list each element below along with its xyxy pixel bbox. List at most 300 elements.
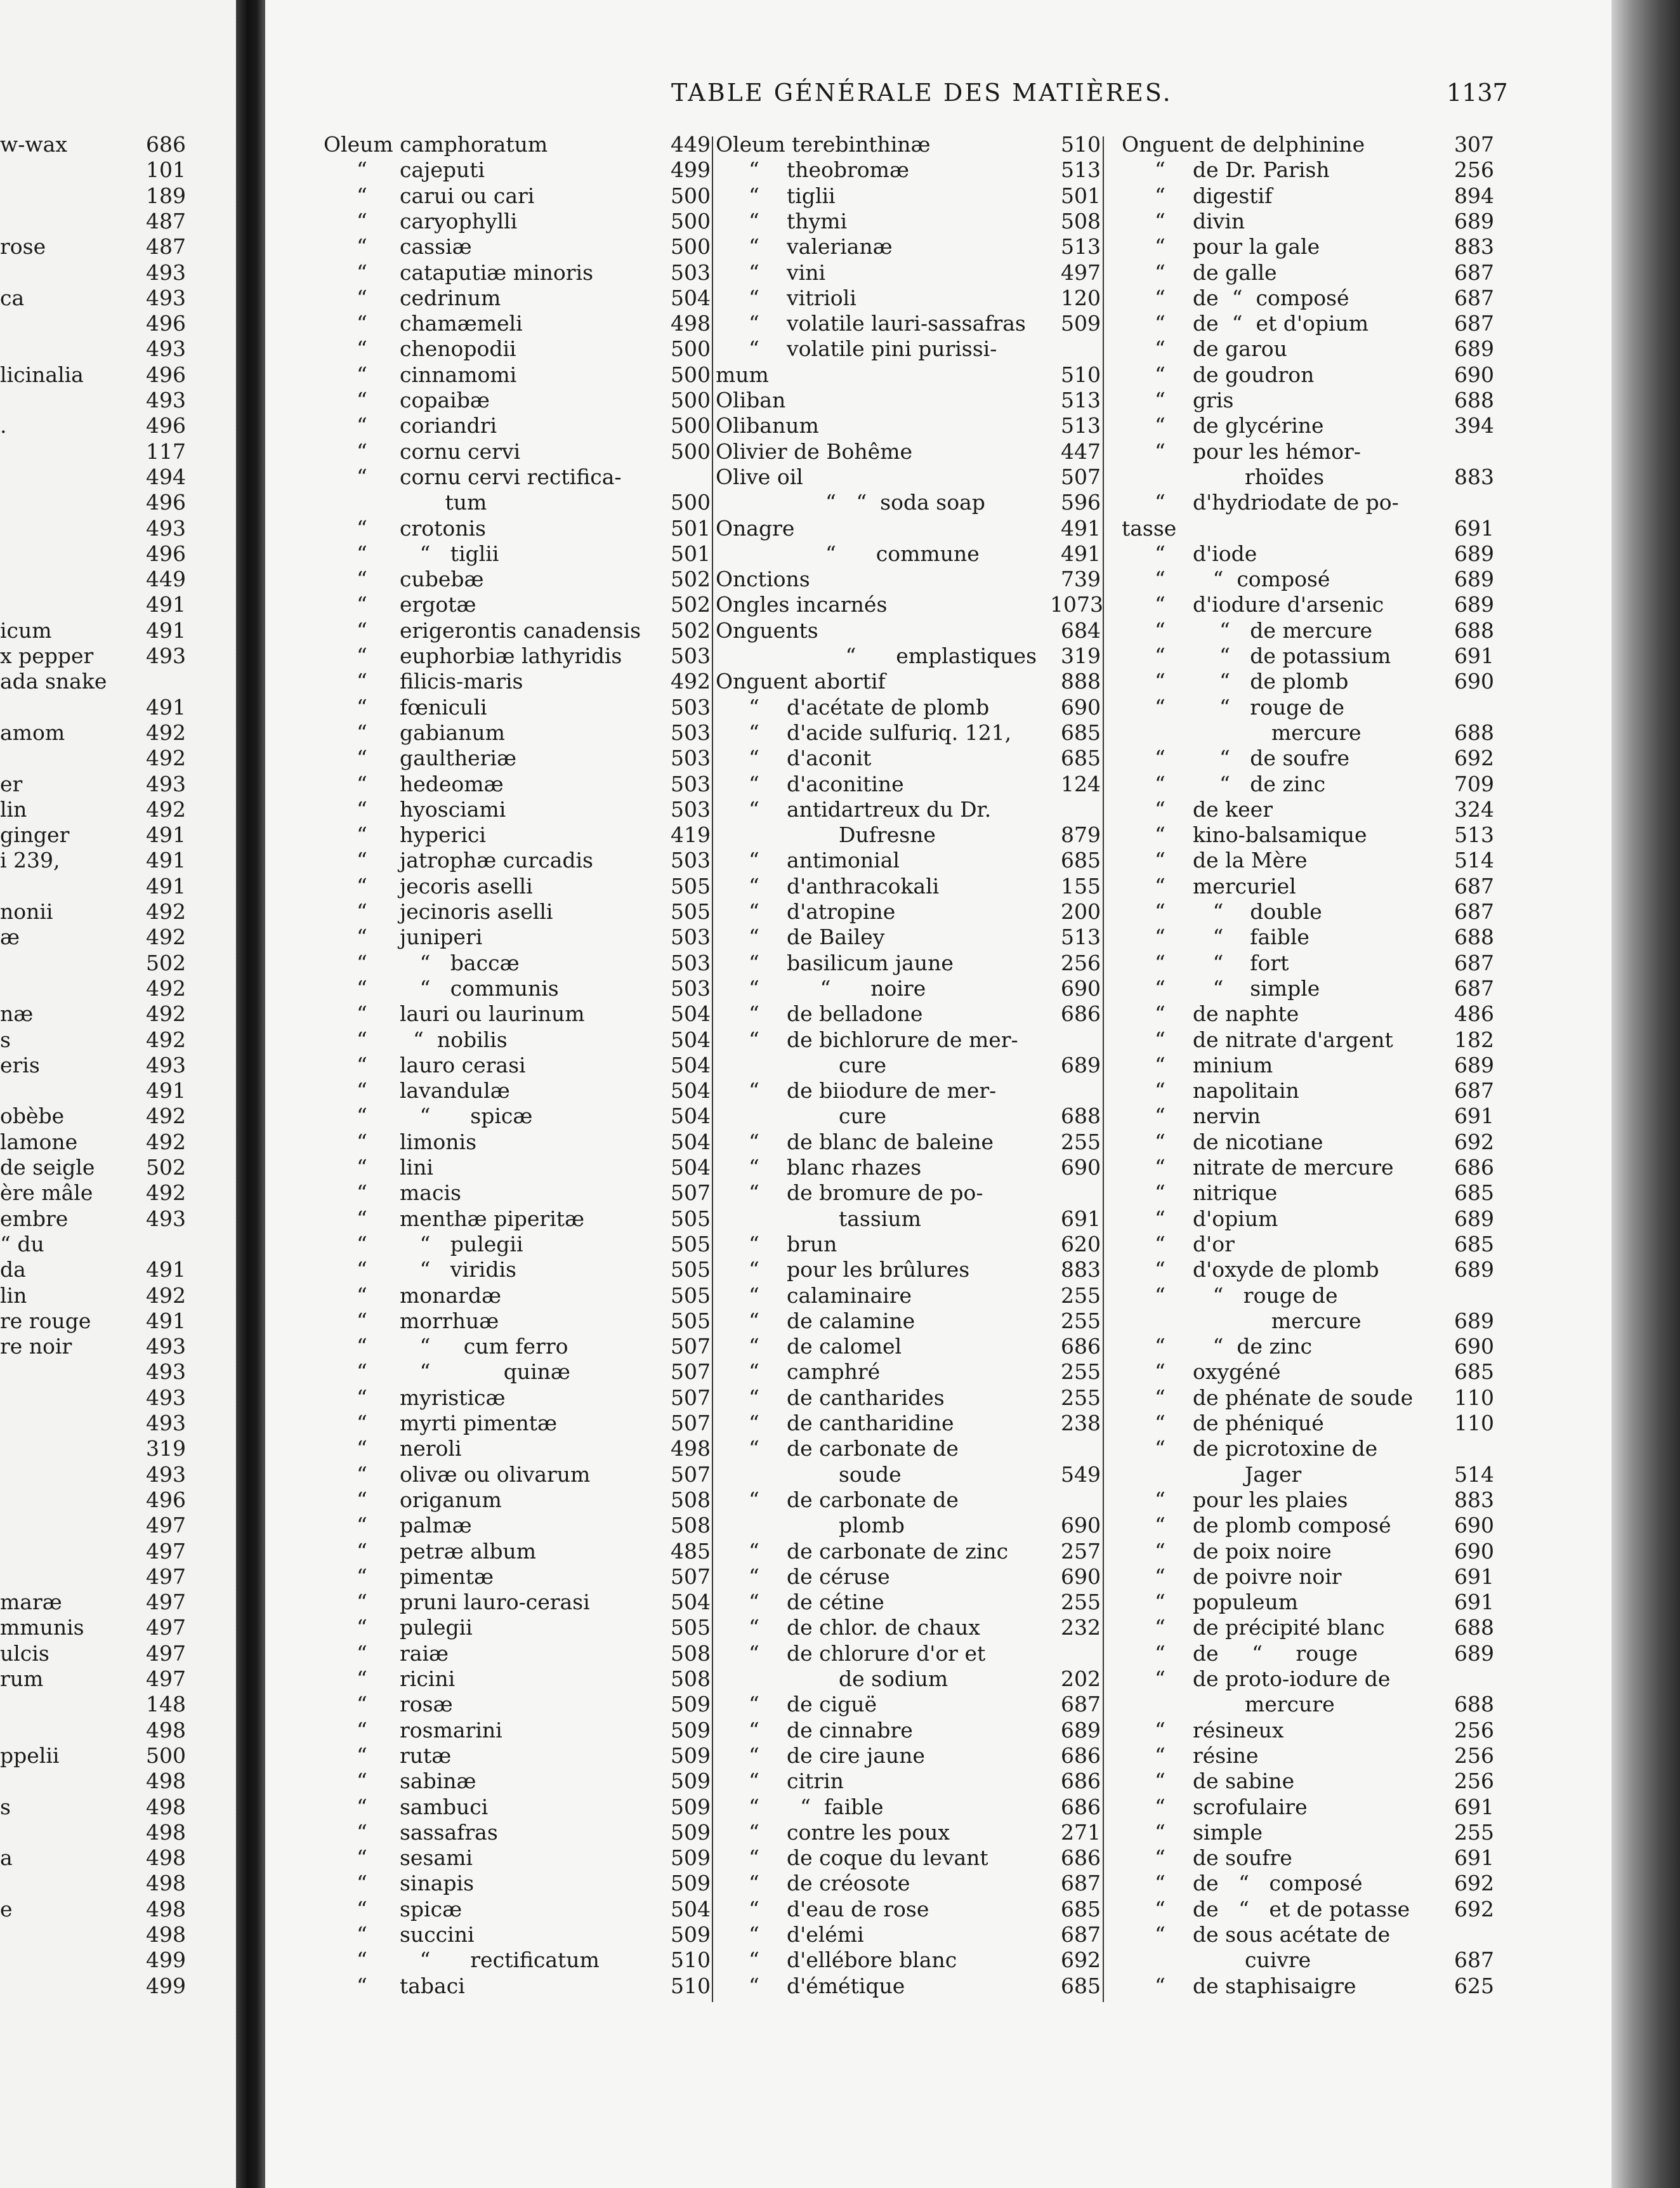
left-fragment-page: 487 [146, 234, 186, 260]
entry-term: copaibæ [400, 388, 490, 412]
ditto-mark: “ [1155, 1564, 1165, 1589]
entry-page-number: 491 [1061, 541, 1101, 566]
entry-term: “ de mercure [1193, 617, 1373, 643]
left-fragment-page: 493 [146, 771, 186, 796]
ditto-mark: “ [1155, 796, 1165, 822]
entry-page-number: 687 [1454, 975, 1494, 1001]
entry-page-number: 510 [1061, 132, 1101, 157]
ditto-mark: “ [749, 899, 759, 924]
ditto-mark: “ [357, 567, 367, 592]
entry-page-number: 509 [671, 1871, 711, 1896]
left-fragment-page: 189 [146, 183, 186, 208]
index-entry [0, 1897, 1611, 1922]
entry-page-number: 883 [1061, 1257, 1101, 1282]
ditto-mark: “ [357, 260, 367, 285]
index-entry [0, 899, 1611, 925]
ditto-mark: “ [749, 1359, 759, 1385]
entry-page-number: 502 [671, 617, 711, 643]
ditto-mark: “ [1155, 1436, 1165, 1461]
entry-page-number: 503 [671, 260, 711, 285]
entry-term: cataputiæ minoris [400, 260, 594, 285]
entry-page-number: 687 [1454, 1078, 1494, 1104]
entry-page-number: 894 [1454, 183, 1494, 208]
ditto-mark: “ [357, 1922, 367, 1947]
index-entry [0, 286, 1611, 311]
entry-page-number: 501 [671, 515, 711, 541]
index-entry [0, 209, 1611, 234]
entry-term: plomb [812, 1513, 905, 1538]
ditto-mark: “ [1155, 567, 1165, 592]
entry-page-number: 508 [671, 1666, 711, 1691]
entry-term: de calamine [787, 1308, 915, 1333]
entry-term: Olive oil [716, 464, 803, 489]
entry-term: sabinæ [400, 1769, 476, 1794]
entry-page-number: 500 [671, 336, 711, 362]
ditto-mark: “ [749, 1922, 759, 1947]
left-fragment-text: ada snake [0, 669, 107, 694]
entry-term: sesami [400, 1845, 473, 1871]
entry-page-number: 687 [1454, 285, 1494, 310]
entry-term: de chlor. de chaux [787, 1615, 980, 1640]
entry-page-number: 691 [1454, 1845, 1494, 1871]
left-fragment-page: 498 [146, 1922, 186, 1947]
entry-term: neroli [400, 1436, 462, 1461]
entry-term: fœniculi [400, 694, 487, 720]
ditto-mark: “ [357, 1257, 367, 1282]
entry-term: de “ composé [1193, 1871, 1363, 1896]
entry-page-number: 687 [1454, 950, 1494, 975]
ditto-mark: “ [357, 669, 367, 694]
entry-term: “ de potassium [1193, 643, 1391, 668]
entry-term: résineux [1193, 1717, 1284, 1743]
ditto-mark: “ [357, 975, 367, 1001]
entry-page-number: 500 [671, 234, 711, 260]
entry-page-number: 120 [1061, 285, 1101, 310]
entry-term: de “ rouge [1193, 1640, 1358, 1666]
ditto-mark: “ [357, 541, 367, 566]
left-fragment-page: 493 [146, 515, 186, 541]
index-entry [0, 1743, 1611, 1769]
entry-term: tabaci [400, 1973, 465, 1998]
entry-page-number: 257 [1061, 1538, 1101, 1564]
entry-page-number: 508 [671, 1640, 711, 1666]
entry-term: de créosote [787, 1871, 910, 1896]
entry-term: volatile pini purissi- [787, 336, 997, 362]
left-fragment-text: maræ [0, 1590, 62, 1615]
ditto-mark: “ [749, 1180, 759, 1206]
ditto-mark: “ [1155, 1001, 1165, 1027]
entry-term: d'aconitine [787, 771, 904, 796]
entry-term: mum [716, 362, 769, 387]
entry-term: volatile lauri-sassafras [787, 311, 1026, 336]
ditto-mark: “ [357, 1206, 367, 1231]
index-entry [0, 1795, 1611, 1820]
entry-page-number: 691 [1454, 1564, 1494, 1589]
entry-term: brun [787, 1231, 837, 1256]
left-fragment-page: 493 [146, 260, 186, 285]
entry-term: cinnamomi [400, 362, 517, 387]
entry-page-number: 504 [671, 1104, 711, 1129]
ditto-mark: “ [749, 157, 759, 183]
left-fragment-page: 497 [146, 1513, 186, 1538]
ditto-mark: “ [357, 1308, 367, 1333]
ditto-mark: “ [357, 1334, 367, 1359]
ditto-mark: “ [1155, 1104, 1165, 1129]
entry-term: d'anthracokali [787, 873, 940, 899]
entry-term: jecoris aselli [400, 873, 533, 899]
entry-page-number: 692 [1454, 1896, 1494, 1921]
entry-page-number: 256 [1454, 1769, 1494, 1794]
entry-page-number: 504 [671, 1027, 711, 1052]
entry-page-number: 502 [671, 592, 711, 617]
left-fragment-page: 491 [146, 848, 186, 873]
entry-page-number: 692 [1454, 1129, 1494, 1154]
entry-term: “ de plomb [1193, 669, 1349, 694]
entry-term: de proto-iodure de [1193, 1666, 1391, 1691]
entry-term: de carbonate de [787, 1436, 959, 1461]
left-fragment-page: 492 [146, 899, 186, 924]
ditto-mark: “ [357, 438, 367, 464]
index-entry [0, 1436, 1611, 1461]
index-entry [0, 746, 1611, 771]
entry-page-number: 503 [671, 720, 711, 745]
entry-page-number: 888 [1061, 669, 1101, 694]
entry-page-number: 686 [1061, 1001, 1101, 1027]
left-fragment-page: 497 [146, 1538, 186, 1564]
entry-term: petræ album [400, 1538, 537, 1564]
entry-page-number: 238 [1061, 1411, 1101, 1435]
entry-term: cornu cervi [400, 438, 521, 464]
index-entry [0, 925, 1611, 950]
ditto-mark: “ [357, 1104, 367, 1129]
entry-term: macis [400, 1180, 461, 1206]
entry-term: camphré [787, 1359, 881, 1385]
entry-term: de goudron [1193, 362, 1315, 387]
ditto-mark: “ [749, 1743, 759, 1768]
entry-page-number: 509 [671, 1692, 711, 1717]
index-entry [0, 439, 1611, 465]
ditto-mark: “ [357, 1538, 367, 1564]
ditto-mark: “ [357, 720, 367, 745]
entry-term: napolitain [1193, 1078, 1299, 1104]
entry-page-number: 514 [1454, 1461, 1494, 1487]
entry-page-number: 507 [671, 1180, 711, 1206]
left-fragment-text: w-wax [0, 132, 67, 157]
index-entry [0, 618, 1611, 643]
entry-page-number: 509 [671, 1743, 711, 1768]
ditto-mark: “ [749, 1334, 759, 1359]
left-fragment-text: s [0, 1027, 11, 1052]
left-fragment-page: 496 [146, 413, 186, 438]
index-entry [0, 1947, 1611, 1973]
index-entry [0, 1564, 1611, 1590]
ditto-mark: “ [749, 925, 759, 950]
ditto-mark: “ [749, 694, 759, 720]
entry-term: de “ et de potasse [1193, 1896, 1410, 1921]
entry-page-number: 498 [671, 311, 711, 336]
ditto-mark: “ [357, 1180, 367, 1206]
entry-term: valerianæ [787, 234, 893, 260]
entry-page-number: 686 [1061, 1769, 1101, 1794]
left-fragment-page: 686 [146, 132, 186, 157]
entry-term: “ fort [1193, 950, 1289, 975]
entry-term: myrti pimentæ [400, 1411, 558, 1435]
ditto-mark: “ [357, 388, 367, 412]
entry-term: sambuci [400, 1794, 489, 1819]
entry-page-number: 690 [1061, 1564, 1101, 1589]
entry-page-number: 688 [1454, 1615, 1494, 1640]
index-entry [0, 1871, 1611, 1896]
index-entry [0, 388, 1611, 413]
left-fragment-page: 497 [146, 1666, 186, 1691]
left-fragment-page: 492 [146, 746, 186, 771]
ditto-mark: “ [357, 1896, 367, 1921]
entry-term: contre les poux [787, 1819, 950, 1845]
index-entry [0, 1001, 1611, 1027]
entry-page-number: 686 [1061, 1794, 1101, 1819]
index-entry [0, 1666, 1611, 1692]
entry-term: hyperici [400, 822, 486, 848]
entry-page-number: 256 [1061, 950, 1101, 975]
entry-page-number: 256 [1454, 157, 1494, 183]
index-entry [0, 592, 1611, 617]
ditto-mark: “ [749, 1487, 759, 1512]
entry-term: antimonial [787, 848, 900, 873]
entry-term: Onguents [716, 617, 818, 643]
entry-term: d'aconit [787, 746, 872, 771]
ditto-mark: “ [1155, 1896, 1165, 1921]
entry-page-number: 501 [671, 541, 711, 566]
entry-page-number: 485 [671, 1538, 711, 1564]
ditto-mark: “ [357, 1487, 367, 1512]
ditto-mark: “ [749, 1973, 759, 1998]
entry-term: Ongles incarnés [716, 592, 888, 617]
entry-term: Oleum terebinthinæ [716, 132, 931, 157]
entry-page-number: 497 [1061, 260, 1101, 285]
ditto-mark: “ [357, 1052, 367, 1078]
entry-term: cedrinum [400, 285, 501, 310]
left-fragment-page: 502 [146, 950, 186, 975]
entry-term: “ simple [1193, 975, 1320, 1001]
entry-page-number: 255 [1061, 1590, 1101, 1615]
ditto-mark: “ [1155, 669, 1165, 694]
entry-page-number: 503 [671, 746, 711, 771]
left-fragment-page: 499 [146, 1973, 186, 1998]
entry-term: pour les plaies [1193, 1487, 1348, 1512]
entry-page-number: 508 [671, 1513, 711, 1538]
entry-term: “ rouge de [1193, 1282, 1338, 1308]
entry-term: de carbonate de [787, 1487, 959, 1512]
ditto-mark: “ [357, 1027, 367, 1052]
ditto-mark: “ [1155, 413, 1165, 438]
left-fragment-page: 500 [146, 1743, 186, 1768]
entry-term: minium [1193, 1052, 1273, 1078]
entry-term: d'acide sulfuriq. 121, [787, 720, 1012, 745]
entry-term: de blanc de baleine [787, 1129, 994, 1154]
entry-term: raiæ [400, 1640, 449, 1666]
ditto-mark: “ [749, 1947, 759, 1973]
left-fragment-text: rum [0, 1666, 44, 1691]
entry-page-number: 883 [1454, 1487, 1494, 1512]
ditto-mark: “ [1155, 899, 1165, 924]
ditto-mark: “ [357, 1155, 367, 1180]
ditto-mark: “ [357, 1717, 367, 1743]
entry-term: pimentæ [400, 1564, 494, 1589]
ditto-mark: “ [1155, 1794, 1165, 1819]
index-entry [0, 1922, 1611, 1947]
entry-term: pulegii [400, 1615, 473, 1640]
entry-page-number: 319 [1061, 643, 1101, 668]
index-entry [0, 1130, 1611, 1155]
entry-page-number: 503 [671, 975, 711, 1001]
page-header-title: TABLE GÉNÉRALE DES MATIÈRES. [671, 79, 1172, 107]
entry-page-number: 513 [1061, 388, 1101, 412]
entry-term: pour les hémor- [1193, 438, 1361, 464]
ditto-mark: “ [357, 1564, 367, 1589]
entry-term: d'opium [1193, 1206, 1278, 1231]
left-fragment-page: 492 [146, 925, 186, 950]
left-fragment-page: 491 [146, 617, 186, 643]
entry-term: antidartreux du Dr. [787, 796, 992, 822]
entry-term: Jager [1218, 1461, 1302, 1487]
entry-term: morrhuæ [400, 1308, 499, 1333]
entry-term: “ de zinc [1193, 771, 1326, 796]
left-fragment-page: 493 [146, 1411, 186, 1435]
entry-term: simple [1193, 1819, 1263, 1845]
ditto-mark: “ [357, 515, 367, 541]
left-fragment-page: 492 [146, 1027, 186, 1052]
entry-page-number: 503 [671, 848, 711, 873]
entry-page-number: 686 [1061, 1334, 1101, 1359]
entry-term: de calomel [787, 1334, 902, 1359]
entry-term: de plomb composé [1193, 1513, 1391, 1538]
ditto-mark: “ [357, 1769, 367, 1794]
index-entry [0, 567, 1611, 592]
ditto-mark: “ [749, 1129, 759, 1154]
index-entry [0, 336, 1611, 362]
index-entry [0, 260, 1611, 286]
ditto-mark: “ [1155, 592, 1165, 617]
entry-term: mercuriel [1193, 873, 1296, 899]
entry-term: pour les brûlures [787, 1257, 970, 1282]
entry-page-number: 507 [671, 1359, 711, 1385]
entry-page-number: 510 [671, 1947, 711, 1973]
left-fragment-page: 493 [146, 285, 186, 310]
entry-page-number: 690 [1454, 1538, 1494, 1564]
entry-page-number: 686 [1061, 1845, 1101, 1871]
entry-page-number: 492 [671, 669, 711, 694]
index-entry [0, 311, 1611, 336]
ditto-mark: “ [749, 873, 759, 899]
entry-page-number: 256 [1454, 1717, 1494, 1743]
entry-term: de “ composé [1193, 285, 1349, 310]
entry-term: d'or [1193, 1231, 1235, 1256]
entry-term: de belladone [787, 1001, 923, 1027]
entry-term: cure [812, 1104, 886, 1129]
left-fragment-page: 493 [146, 1385, 186, 1410]
ditto-mark: “ [1155, 1129, 1165, 1154]
left-fragment-page: 496 [146, 311, 186, 336]
index-entry [0, 848, 1611, 873]
ditto-mark: “ [357, 1615, 367, 1640]
entry-term: de biiodure de mer- [787, 1078, 997, 1104]
entry-term: résine [1193, 1743, 1259, 1768]
entry-page-number: 687 [1454, 1947, 1494, 1973]
left-fragment-text: “ du [0, 1231, 44, 1256]
entry-term: de céruse [787, 1564, 890, 1589]
entry-page-number: 505 [671, 873, 711, 899]
entry-term: pruni lauro-cerasi [400, 1590, 590, 1615]
ditto-mark: “ [357, 311, 367, 336]
left-fragment-page: 101 [146, 157, 186, 183]
left-fragment-page: 502 [146, 1155, 186, 1180]
entry-term: “ rectificatum [400, 1947, 600, 1973]
entry-page-number: 504 [671, 285, 711, 310]
index-entry [0, 1027, 1611, 1053]
entry-page-number: 507 [671, 1385, 711, 1410]
entry-term: myristicæ [400, 1385, 506, 1410]
ditto-mark: “ [749, 1231, 759, 1256]
left-fragment-text: ppelii [0, 1743, 60, 1768]
entry-page-number: 507 [671, 1461, 711, 1487]
ditto-mark: “ [749, 1282, 759, 1308]
entry-page-number: 499 [671, 157, 711, 183]
entry-term: palmæ [400, 1513, 472, 1538]
left-fragment-page: 491 [146, 1078, 186, 1104]
ditto-mark: “ [1155, 1640, 1165, 1666]
index-entry [0, 234, 1611, 260]
index-entry [0, 772, 1611, 797]
entry-page-number: 155 [1061, 873, 1101, 899]
ditto-mark: “ [357, 1385, 367, 1410]
entry-page-number: 689 [1454, 1052, 1494, 1078]
entry-term: d'hydriodate de po- [1193, 490, 1399, 515]
ditto-mark: “ [357, 1411, 367, 1435]
entry-term: cubebæ [400, 567, 484, 592]
ditto-mark: “ [749, 1078, 759, 1104]
left-fragment-page: 117 [146, 438, 186, 464]
left-fragment-page: 493 [146, 1334, 186, 1359]
entry-page-number: 513 [1061, 157, 1101, 183]
ditto-mark: “ [1155, 1180, 1165, 1206]
entry-page-number: 689 [1454, 567, 1494, 592]
ditto-mark: “ [1155, 438, 1165, 464]
entry-page-number: 513 [1061, 234, 1101, 260]
ditto-mark: “ [357, 413, 367, 438]
ditto-mark: “ [1155, 1871, 1165, 1896]
entry-term: caryophylli [400, 208, 518, 234]
ditto-mark: “ [749, 1871, 759, 1896]
left-fragment-page: 493 [146, 643, 186, 668]
left-fragment-page: 497 [146, 1590, 186, 1615]
entry-page-number: 685 [1061, 720, 1101, 745]
ditto-mark: “ [1155, 285, 1165, 310]
entry-term: Onctions [716, 567, 810, 592]
entry-term: “ noire [787, 975, 926, 1001]
left-fragment-page: 492 [146, 1180, 186, 1206]
entry-page-number: 690 [1454, 1334, 1494, 1359]
ditto-mark: “ [357, 1819, 367, 1845]
left-fragment-text: obèbe [0, 1104, 65, 1129]
ditto-mark: “ [357, 1973, 367, 1998]
ditto-mark: “ [749, 1436, 759, 1461]
entry-term: chamæmeli [400, 311, 523, 336]
entry-page-number: 883 [1454, 234, 1494, 260]
ditto-mark: “ [357, 1692, 367, 1717]
entry-page-number: 500 [671, 438, 711, 464]
entry-term: de picrotoxine de [1193, 1436, 1378, 1461]
entry-term: rutæ [400, 1743, 452, 1768]
